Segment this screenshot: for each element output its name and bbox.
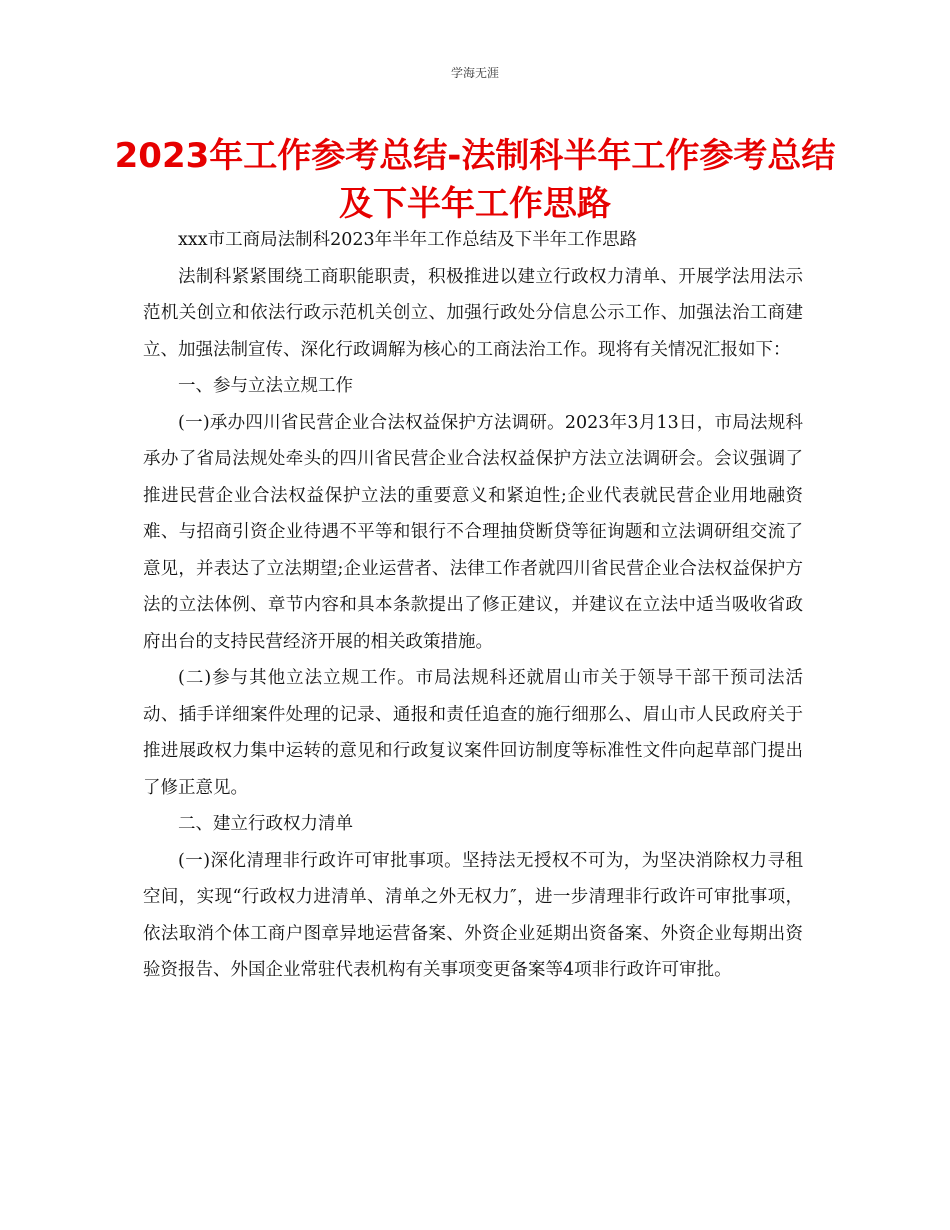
- document-body: [143, 222, 803, 989]
- intro-paragraph: 法制科紧紧围绕工商职能职责，积极推进以建立行政权力清单、开展学法用法示范机关创立和依法行政示范机关创立、加强行政处分信息公示工作、加强法治工商建立、加强法制宣传、深化行政调解为核心的工商法治工作。现将有关情况汇报如下：: [143, 266, 803, 360]
- document-title: 2023年工作参考总结-法制科半年工作参考总结及下半年工作思路: [114, 136, 836, 224]
- body-paragraph: (一)深化清理非行政许可审批事项。坚持法无授权不可为，为坚决消除权力寻租空间，实现“行政权力进清单、清单之外无权力″，进一步清理非行政许可审批事项，依法取消个体工商户图章异地运营备案、外资企业延期出资备案、外资企业每期出资验资报告、外国企业常驻代表机构有关事项变更备案等4项非行政许可审批。: [143, 850, 803, 980]
- section-heading-2: 二、建立行政权力清单: [178, 814, 353, 834]
- body-paragraph: (一)承办四川省民营企业合法权益保护方法调研。2023年3月13日，市局法规科承办了省局法规处牵头的四川省民营企业合法权益保护方法立法调研会。会议强调了推进民营企业合法权益保护立法的重要意义和紧迫性;企业代表就民营企业用地融资难、与招商引资企业待遇不平等和银行不合理抽贷断贷等征询题和立法调研组交流了意见，并表达了立法期望;企业运营者、法律工作者就四川省民营企业合法权益保护方法的立法体例、章节内容和具本条款提出了修正建议，并建议在立法中适当吸收省政府出台的支持民营经济开展的相关政策措施。: [143, 412, 803, 652]
- section-heading-1: 一、参与立法立规工作: [178, 376, 353, 396]
- body-paragraph: (二)参与其他立法立规工作。市局法规科还就眉山市关于领导干部干预司法活动、插手详细案件处理的记录、通报和责任追查的施行细那么、眉山市人民政府关于推进展政权力集中运转的意见和行政复议案件回访制度等标准性文件向起草部门提出了修正意见。: [143, 668, 803, 798]
- subtitle-paragraph: xxx市工商局法制科2023年半年工作总结及下半年工作思路: [178, 230, 638, 250]
- page-header: 学海无涯: [450, 66, 499, 80]
